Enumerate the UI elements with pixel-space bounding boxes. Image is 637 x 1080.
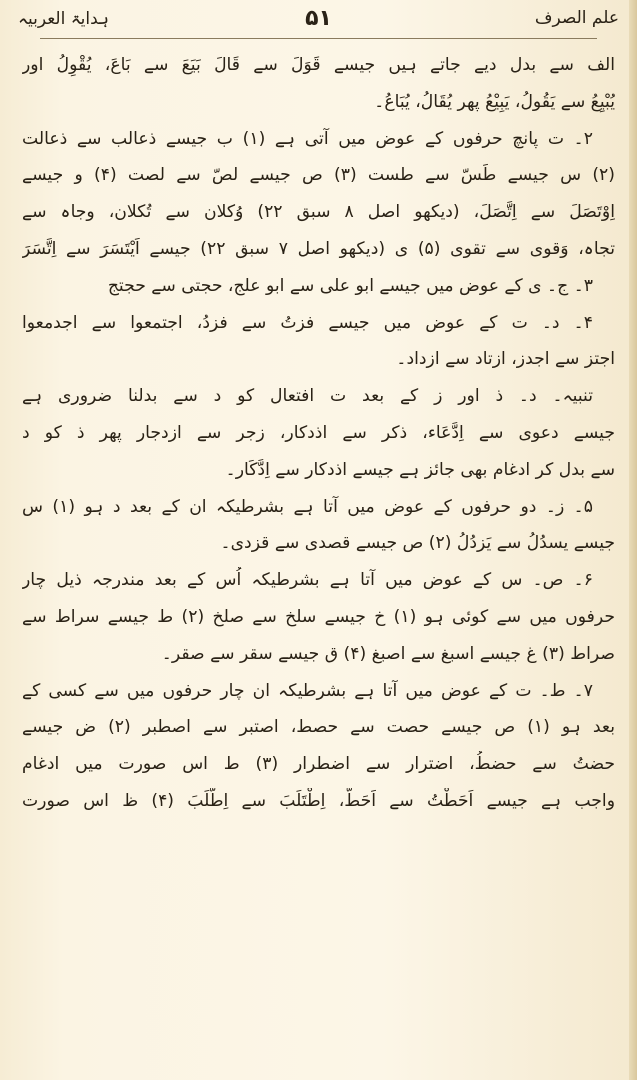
- text-line: اجتز سے اجدز، ازتاد سے ازداد۔: [396, 349, 615, 370]
- text-line: ۵۔ ز۔ دو حرفوں کے عوض میں آتا ہے بشرطیکہ ان کے بعد د ہو (۱) س: [22, 496, 593, 517]
- page-number: ۵۱: [305, 6, 332, 31]
- text-line: ۷۔ ط۔ ت کے عوض میں آتا ہے بشرطیکہ ان چار حرفوں میں سے کسی کے: [22, 680, 593, 701]
- text-line: تنبیہ۔ د۔ ذ اور ز کے بعد ت افتعال کو د سے بدلنا ضروری ہے: [22, 386, 593, 407]
- page-body: [22, 52, 615, 1070]
- text-line: حرفوں میں سے کوئی ہو (۱) خ جیسے سلخ سے صلخ (۲) ط جیسے سراط سے: [22, 606, 615, 627]
- text-line: الف سے بدل دیے جاتے ہیں جیسے قَوَلَ سے قَالَ بَیَعَ سے بَاعَ، یُقْوِلُ اور: [22, 55, 615, 75]
- page-spine: [629, 0, 637, 1080]
- text-line: جیسے دعوی سے اِدَّعَاء، ذکر سے اذدکار، زجر سے ازدجار پھر ذ کو د: [22, 422, 615, 443]
- text-line: بعد ہو (۱) ص جیسے حصت سے حصط، اصتبر سے اصطبر (۲) ض جیسے: [22, 717, 615, 738]
- text-line: (۲) س جیسے طَسّ سے طست (۳) ص جیسے لصّ سے لصت (۴) و جیسے: [22, 165, 615, 186]
- text-line: حضتُ سے حضطُ، اضترار سے اضطرار (۳) ط اس صورت میں ادغام: [22, 754, 615, 775]
- text-line: یُبْیِعُ سے یَقُولُ، یَبِیْعُ پھر یُقَالُ، یُبَاعُ۔: [374, 91, 615, 112]
- text-line: ۳۔ ج۔ ی کے عوض میں جیسے ابو علی سے ابو علج، حجتی سے حجتج: [107, 275, 593, 296]
- header-divider: [40, 38, 597, 39]
- text-line: اِوْتَصَلَ سے اِتَّصَلَ، (دیکھو اصل ۸ سبق ۲۲) وُکلان سے تُکلان، وجاہ سے: [22, 202, 615, 223]
- text-line: تجاہ، وَقوی سے تقوی (۵) ی (دیکھو اصل ۷ سبق ۲۲) جیسے اَیْتَسَرَ سے اِتَّسَرَ: [22, 238, 615, 259]
- text-line: صراط (۳) غ جیسے اسبغ سے اصبغ (۴) ق جیسے سقر سے صقر۔: [161, 643, 615, 664]
- text-line: ۲۔ ت پانچ حرفوں کے عوض میں آتی ہے (۱) ب جیسے ذعالب سے ذعالت: [22, 128, 593, 149]
- text-line: ۴۔ د۔ ت کے عوض میں جیسے فزتُ سے فزدُ، اجتمعوا سے اجدمعوا: [22, 312, 593, 333]
- text-line: سے بدل کر ادغام بھی جائز ہے جیسے اذدکار سے اِدَّکَار۔: [225, 459, 615, 480]
- text-line: ۶۔ ص۔ س کے عوض میں آتا ہے بشرطیکہ اُس کے بعد مندرجہ ذیل چار: [22, 570, 593, 591]
- text-line: واجب ہے جیسے اَحَطْتُ سے اَحَطُّ، اِطْتَلَبَ سے اِطَّلَبَ (۴) ظ اس صورت: [22, 790, 615, 811]
- text-line: جیسے یسدُلُ سے یَزدُلُ (۲) ص جیسے قصدی سے قزدی۔: [220, 533, 615, 554]
- running-header-left: ہدایۃ العربیہ: [18, 9, 110, 29]
- running-header-right: علم الصرف: [534, 8, 619, 28]
